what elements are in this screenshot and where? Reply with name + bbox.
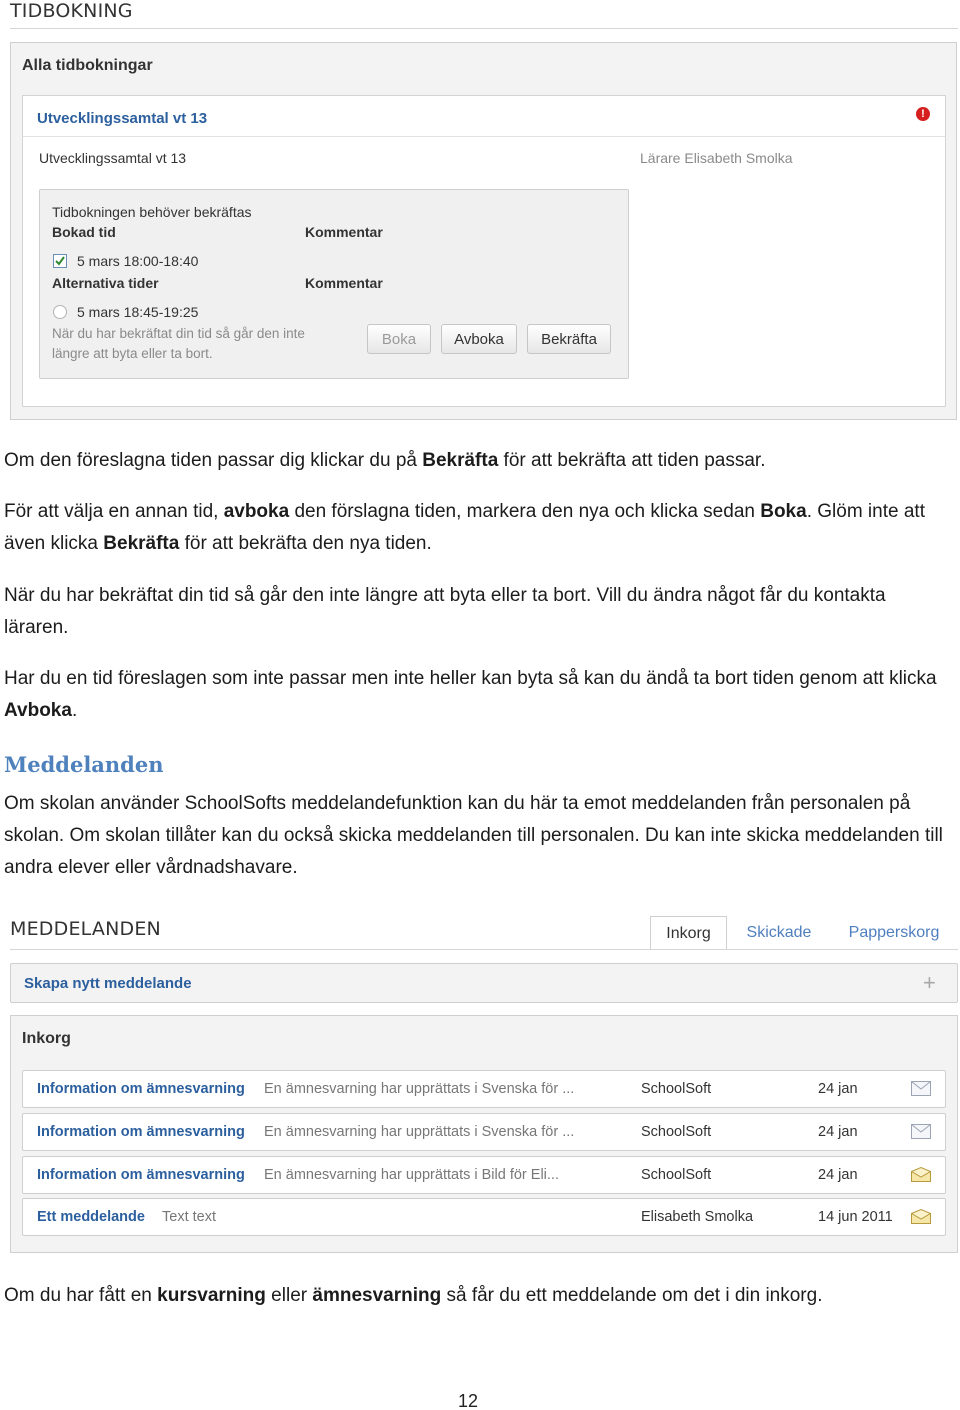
- tidbokning-title: TIDBOKNING: [10, 0, 133, 22]
- message-preview: Text text: [162, 1209, 216, 1225]
- envelope-read-icon: [911, 1124, 931, 1139]
- paragraph-confirm: Om den föreslagna tiden passar dig klickar du på Bekräfta för att bekräfta att tiden passar.: [4, 450, 766, 471]
- booking-teacher: Lärare Elisabeth Smolka: [640, 150, 793, 166]
- booking-name: Utvecklingssamtal vt 13: [39, 150, 187, 166]
- message-sender: SchoolSoft: [641, 1081, 712, 1097]
- plus-icon[interactable]: +: [923, 970, 936, 995]
- panel-title: Alla tidbokningar: [22, 57, 153, 74]
- card-divider: [23, 136, 945, 137]
- tab-inkorg[interactable]: Inkorg: [650, 916, 727, 950]
- booked-time-checkbox[interactable]: [53, 254, 67, 268]
- confirm-note-2: längre att byta eller ta bort.: [52, 346, 213, 361]
- tab-papperskorg[interactable]: Papperskorg: [848, 924, 940, 941]
- message-sender: SchoolSoft: [641, 1124, 712, 1140]
- envelope-read-icon: [911, 1081, 931, 1096]
- message-row[interactable]: [22, 1113, 946, 1151]
- bekrafta-button[interactable]: Bekräfta: [527, 324, 611, 354]
- section-heading: Meddelanden: [4, 752, 164, 777]
- message-date: 24 jan: [818, 1081, 858, 1097]
- message-row[interactable]: [22, 1198, 946, 1236]
- tab-skickade[interactable]: Skickade: [746, 924, 812, 941]
- envelope-unread-icon: [911, 1209, 931, 1224]
- message-subject[interactable]: Information om ämnesvarning: [37, 1081, 245, 1097]
- confirm-box: [39, 189, 629, 379]
- message-sender: Elisabeth Smolka: [641, 1209, 754, 1225]
- comment-label-2: Kommentar: [305, 275, 383, 291]
- boka-button[interactable]: Boka: [367, 324, 431, 354]
- comment-label: Kommentar: [305, 224, 383, 240]
- message-preview: En ämnesvarning har upprättats i Svenska för ...: [264, 1081, 575, 1097]
- booked-time: 5 mars 18:00-18:40: [77, 253, 199, 269]
- message-date: 24 jan: [818, 1167, 858, 1183]
- message-preview: En ämnesvarning har upprättats i Bild för Eli...: [264, 1167, 559, 1183]
- message-date: 14 jun 2011: [818, 1209, 893, 1225]
- meddelanden-title: MEDDELANDEN: [10, 918, 161, 940]
- paragraph-cancel: Har du en tid föreslagen som inte passar men inte heller kan byta så kan du ändå ta bort tiden genom att klicka Avboka.: [4, 668, 937, 721]
- message-row[interactable]: [22, 1070, 946, 1108]
- message-row[interactable]: [22, 1156, 946, 1194]
- booking-card: [22, 95, 946, 407]
- paragraph-change: För att välja en annan tid, avboka den förslagna tiden, markera den nya och klicka sedan Boka. Glöm inte att även klicka Bekräfta för att bekräfta den nya tiden.: [4, 501, 925, 554]
- create-message-link[interactable]: Skapa nytt meddelande: [24, 975, 192, 992]
- bookings-panel: [10, 42, 957, 420]
- alert-icon: !: [916, 107, 930, 121]
- alternatives-label: Alternativa tider: [52, 275, 159, 291]
- confirm-note-1: När du har bekräftat din tid så går den inte: [52, 326, 305, 341]
- message-subject[interactable]: Information om ämnesvarning: [37, 1167, 245, 1183]
- create-message-bar[interactable]: [10, 963, 958, 1003]
- message-preview: En ämnesvarning har upprättats i Svenska för ...: [264, 1124, 575, 1140]
- avboka-button[interactable]: Avboka: [441, 324, 517, 354]
- message-subject[interactable]: Ett meddelande: [37, 1209, 145, 1225]
- message-date: 24 jan: [818, 1124, 858, 1140]
- check-icon: [55, 256, 65, 266]
- paragraph-locked: När du har bekräftat din tid så går den inte längre att byta eller ta bort. Vill du ändra något får du kontakta läraren.: [4, 585, 886, 638]
- inbox-title: Inkorg: [22, 1030, 71, 1047]
- booking-link[interactable]: Utvecklingssamtal vt 13: [37, 110, 208, 127]
- alt-time-radio[interactable]: [53, 305, 67, 319]
- tabs-divider: [10, 949, 958, 950]
- message-subject[interactable]: Information om ämnesvarning: [37, 1124, 245, 1140]
- page-number: 12: [458, 1391, 479, 1410]
- confirm-status: Tidbokningen behöver bekräftas: [52, 204, 252, 220]
- paragraph-messages: Om skolan använder SchoolSofts meddelandefunktion kan du här ta emot meddelanden från personalen på skolan. Om skolan tillåter kan du också skicka meddelanden till personalen. Du kan inte skicka meddelanden till andra elever eller vårdnadshavare.: [4, 793, 943, 878]
- title-divider: [10, 28, 958, 29]
- alt-time: 5 mars 18:45-19:25: [77, 304, 199, 320]
- envelope-unread-icon: [911, 1167, 931, 1182]
- message-sender: SchoolSoft: [641, 1167, 712, 1183]
- paragraph-warnings: Om du har fått en kursvarning eller ämnesvarning så får du ett meddelande om det i din inkorg.: [4, 1285, 823, 1306]
- booked-label: Bokad tid: [52, 224, 116, 240]
